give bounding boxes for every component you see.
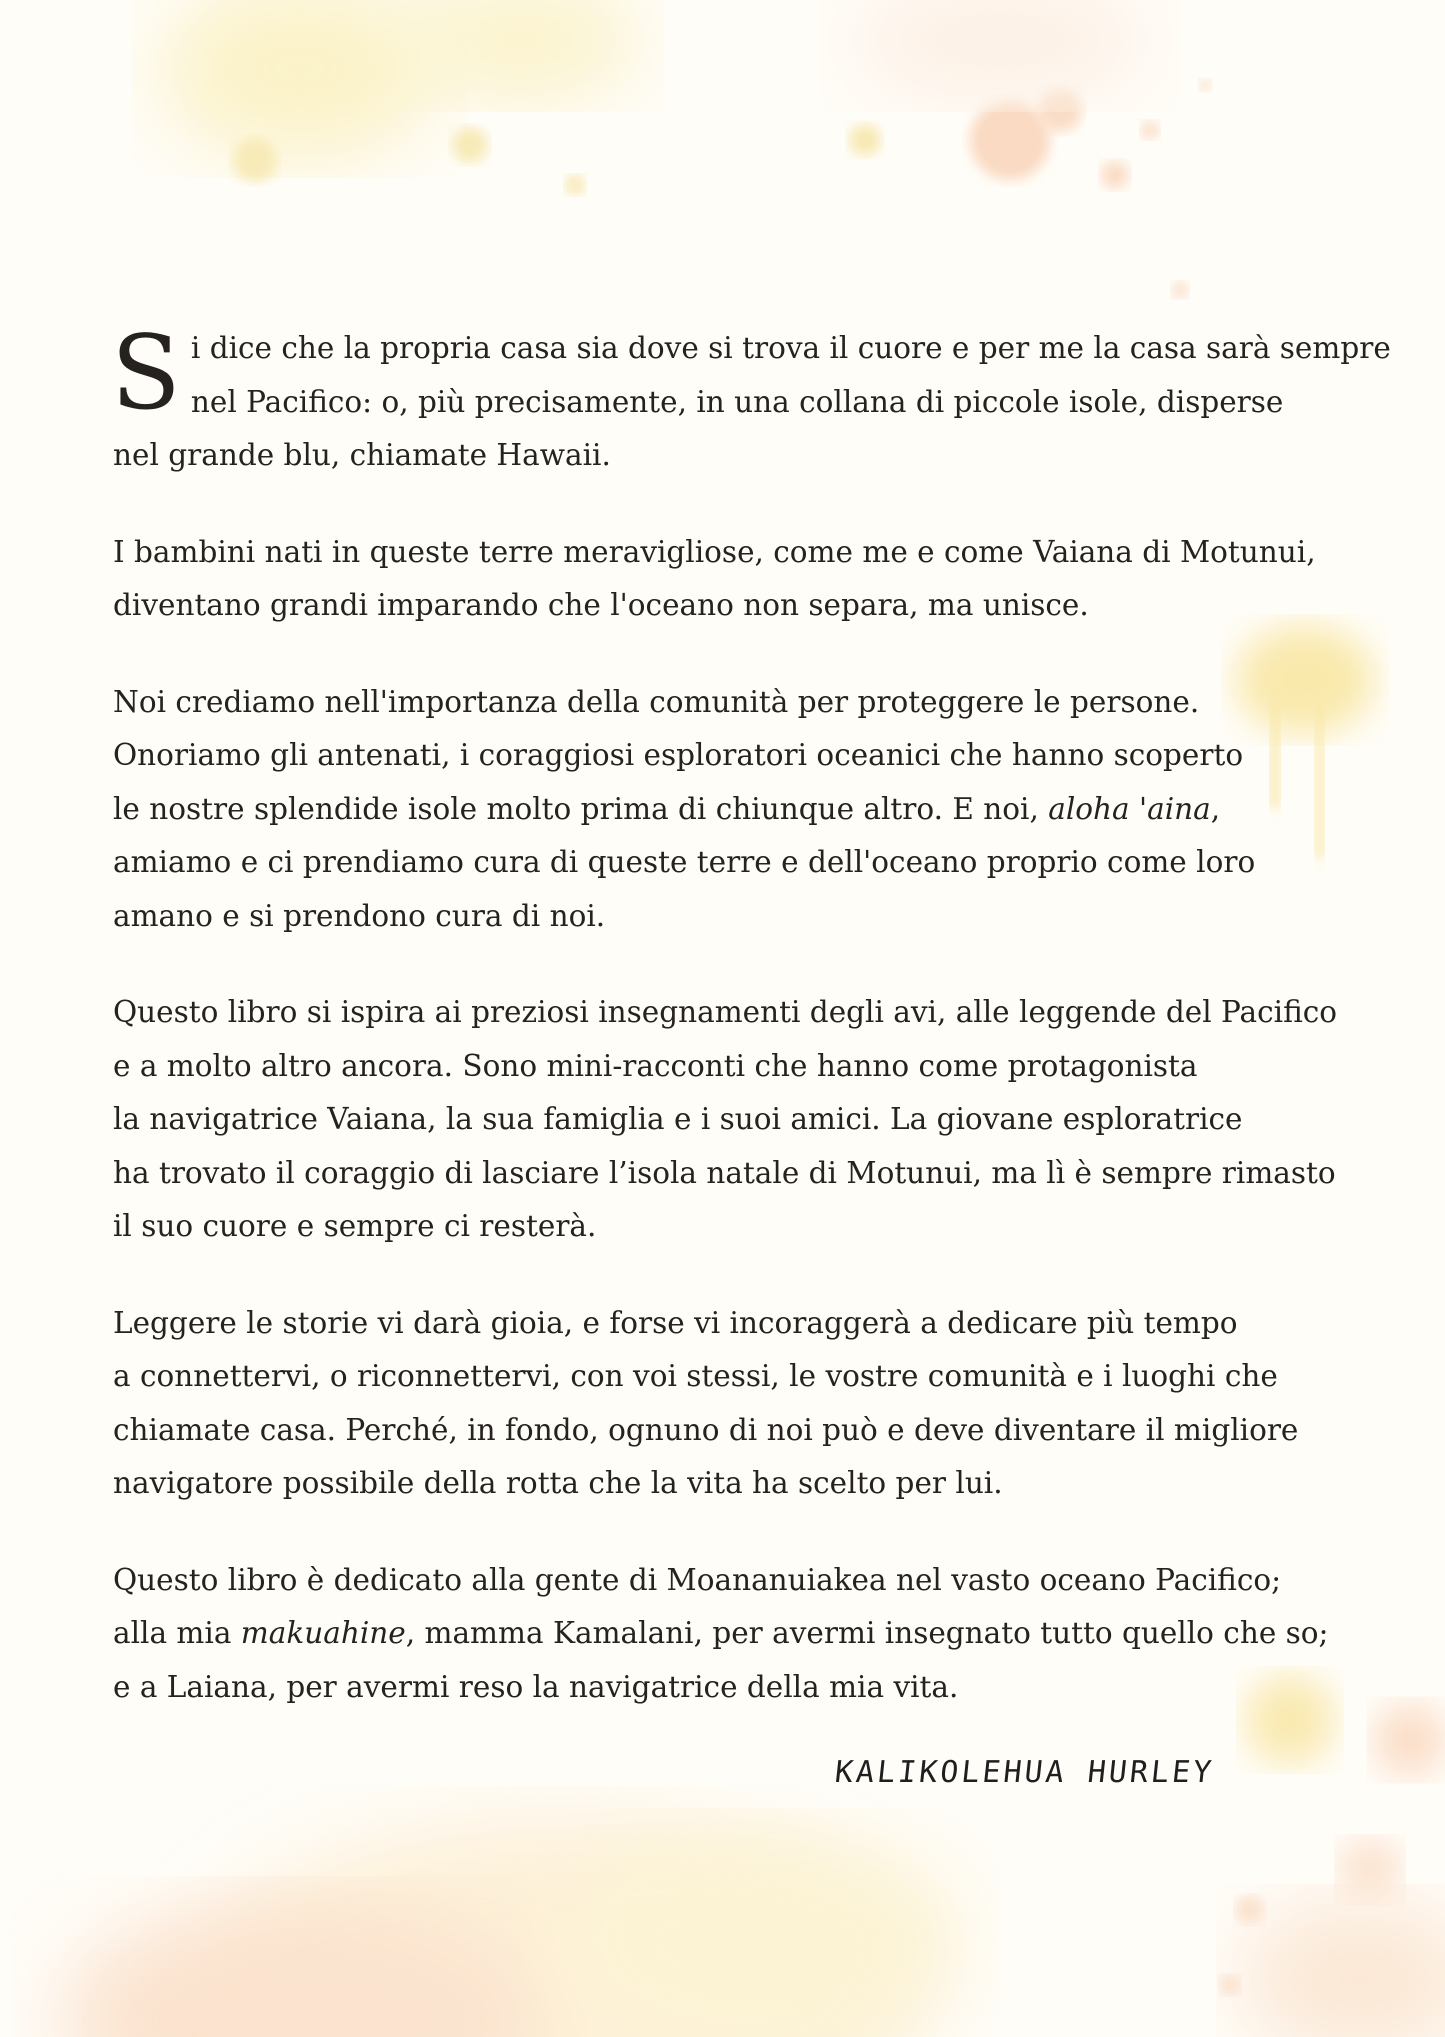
paragraph-2 <box>113 526 1343 633</box>
text-line: ha trovato il coraggio di lasciare l’isola natale di Motunui, ma lì è sempre rimasto <box>113 1155 1336 1190</box>
text-line: e a molto altro ancora. Sono mini-racconti che hanno come protagonista <box>113 1048 1198 1083</box>
paragraph-6 <box>113 1554 1343 1715</box>
text-line: diventano grandi imparando che l'oceano non separa, ma unisce. <box>113 588 1089 622</box>
text-segment: le nostre splendide isole molto prima di chiunque altro. E noi, <box>113 791 1049 826</box>
text-line: e a Laiana, per avermi reso la navigatrice della mia vita. <box>113 1669 959 1704</box>
text-line: a connettervi, o riconnettervi, con voi stessi, le vostre comunità e i luoghi che <box>113 1359 1278 1393</box>
text-line: la navigatrice Vaiana, la sua famiglia e i suoi amici. La giovane esploratrice <box>113 1102 1243 1136</box>
paragraph-4 <box>113 986 1343 1254</box>
text-line: I bambini nati in queste terre meravigliose, come me e come Vaiana di Motunui, <box>113 534 1316 569</box>
drop-cap: S <box>111 314 181 433</box>
text-line <box>113 783 1343 837</box>
paragraph-3 <box>113 676 1343 944</box>
paragraph-5 <box>113 1297 1343 1511</box>
text-line: nel grande blu, chiamate Hawaii. <box>113 438 611 472</box>
text-segment: , <box>1210 791 1221 826</box>
text-line <box>113 1607 1343 1661</box>
paragraph-1 <box>111 314 1391 483</box>
top-paint-splash-decoration <box>160 0 1211 298</box>
italic-term: aloha 'aina <box>1048 791 1211 826</box>
text-line: Questo libro è dedicato alla gente di Moananuiakea nel vasto oceano Pacifico; <box>113 1562 1282 1597</box>
text-line: Noi crediamo nell'importanza della comunità per proteggere le persone. <box>113 684 1200 719</box>
text-line: Questo libro si ispira ai preziosi insegnamenti degli avi, alle leggende del Pacifico <box>113 995 1338 1029</box>
text-segment: alla mia <box>113 1616 241 1650</box>
text-line: Leggere le storie vi darà gioia, e forse vi incoraggerà a dedicare più tempo <box>113 1305 1238 1340</box>
text-line: navigatore possibile della rotta che la vita ha scelto per lui. <box>113 1466 1003 1500</box>
text-line: i dice che la propria casa sia dove si trova il cuore e per me la casa sarà sempre <box>190 331 1391 365</box>
text-line: chiamate casa. Perché, in fondo, ognuno di noi può e deve diventare il migliore <box>113 1412 1299 1447</box>
italic-term: makuahine <box>240 1616 406 1650</box>
author-signature: KALIKOLEHUA HURLEY <box>833 1755 1216 1790</box>
text-segment: , mamma Kamalani, per avermi insegnato tutto quello che so; <box>405 1616 1329 1650</box>
text-line: amiamo e ci prendiamo cura di queste terre e dell'oceano proprio come loro <box>113 845 1256 879</box>
text-line: amano e si prendono cura di noi. <box>113 898 606 933</box>
text-line: il suo cuore e sempre ci resterà. <box>113 1209 597 1243</box>
text-line: nel Pacifico: o, più precisamente, in una collana di piccole isole, disperse <box>190 384 1284 419</box>
text-line: Onoriamo gli antenati, i coraggiosi esploratori oceanici che hanno scoperto <box>113 738 1244 772</box>
letter-body <box>111 314 1391 1757</box>
